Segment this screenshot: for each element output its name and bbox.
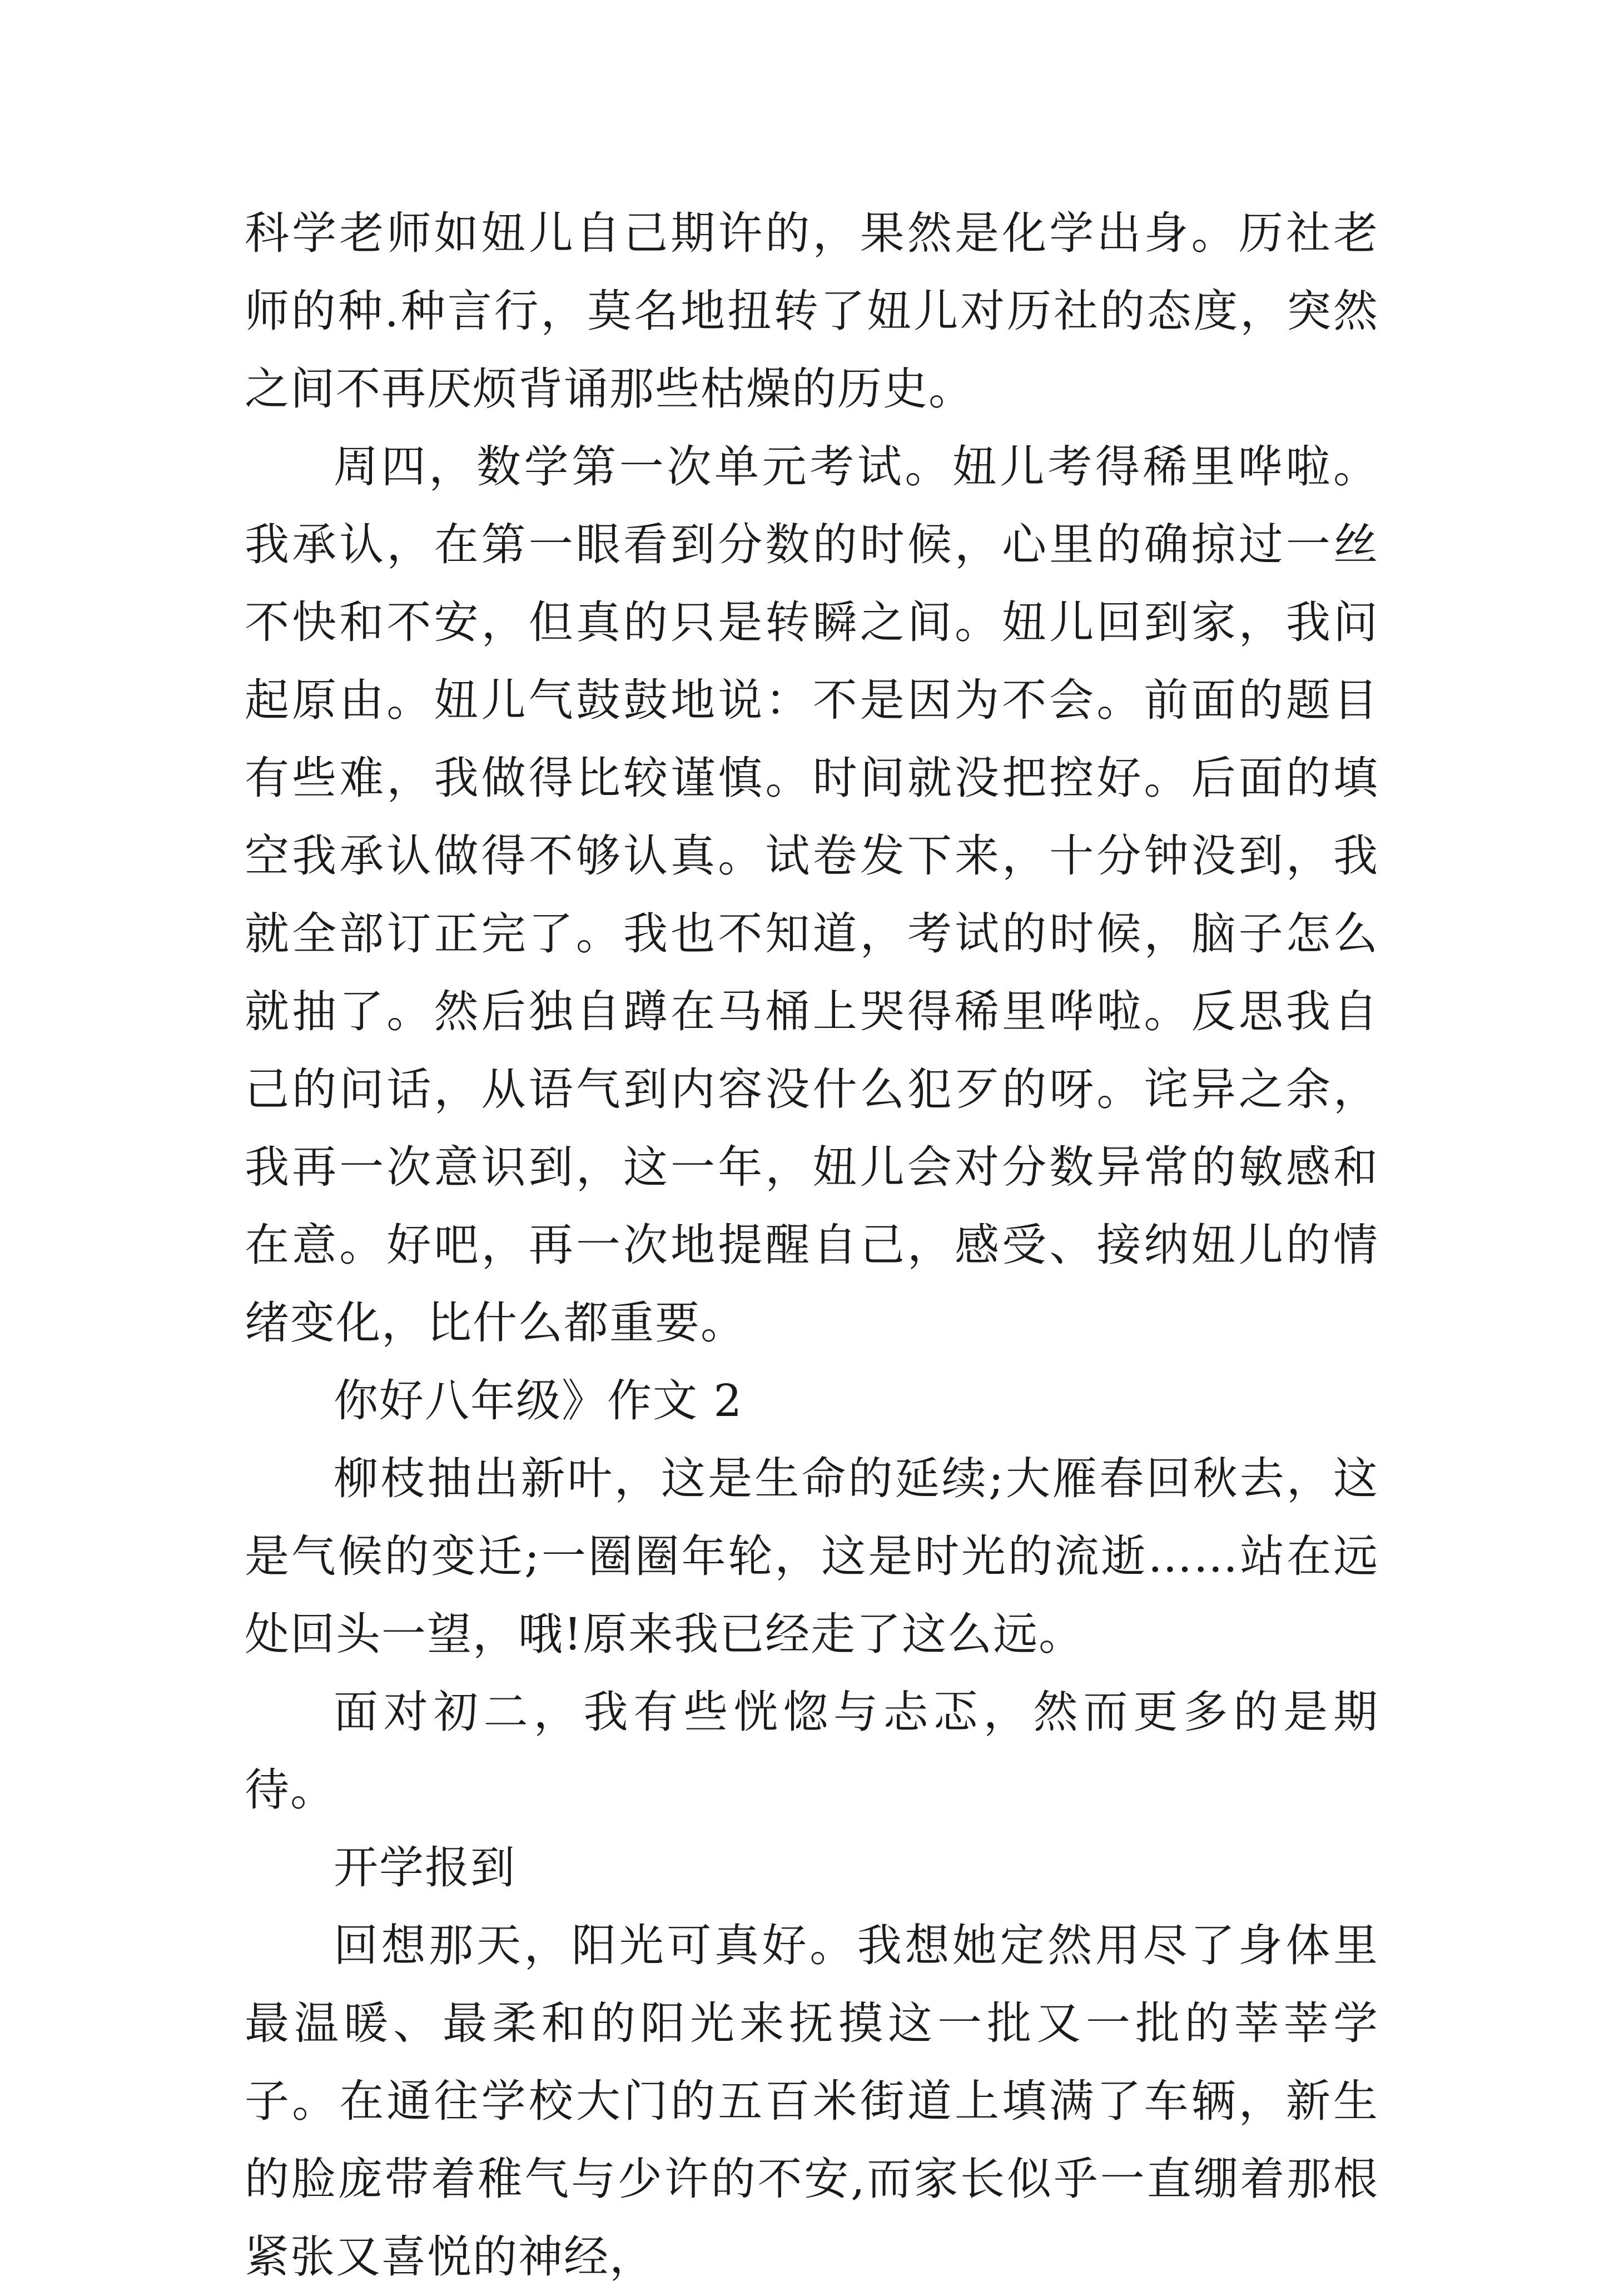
paragraph-continuation: 科学老师如妞儿自己期许的，果然是化学出身。历社老师的种.种言行，莫名地扭转了妞儿对历社的态度，突然之间不再厌烦背诵那些枯燥的历史。	[245, 207, 1379, 415]
paragraph-recall: 回想那天，阳光可真好。我想她定然用尽了身体里最温暖、最柔和的阳光来抚摸这一批又一批的莘莘学子。在通往学校大门的五百米街道上填满了车辆，新生的脸庞带着稚气与少许的不安,而家长似乎一直绷着那根紧张又喜悦的神经，	[245, 1920, 1379, 2283]
section-heading-registration: 开学报到	[334, 1842, 516, 1894]
essay-title: 你好八年级》作文 2	[334, 1375, 743, 1427]
paragraph-math-exam: 周四，数学第一次单元考试。妞儿考得稀里哗啦。我承认，在第一眼看到分数的时候，心里的确掠过一丝不快和不安，但真的只是转瞬之间。妞儿回到家，我问起原由。妞儿气鼓鼓地说：不是因为不会。前面的题目有些难，我做得比较谨慎。时间就没把控好。后面的填空我承认做得不够认真。试卷发下来，十分钟没到，我就全部订正完了。我也不知道，考试的时候，脑子怎么就抽了。然后独自蹲在马桶上哭得稀里哗啦。反思我自己的问话，从语气到内容没什么犯歹的呀。诧异之余，我再一次意识到，这一年，妞儿会对分数异常的敏感和在意。好吧，再一次地提醒自己，感受、接纳妞儿的情绪变化，比什么都重要。	[245, 441, 1379, 1349]
paragraph-facing-grade-two: 面对初二，我有些恍惚与忐忑，然而更多的是期待。	[245, 1686, 1379, 1816]
paragraph-willow: 柳枝抽出新叶，这是生命的延续;大雁春回秋去，这是气候的变迁;一圈圈年轮，这是时光的流逝……站在远处回头一望，哦!原来我已经走了这么远。	[245, 1453, 1379, 1660]
document-body	[245, 195, 1379, 2296]
